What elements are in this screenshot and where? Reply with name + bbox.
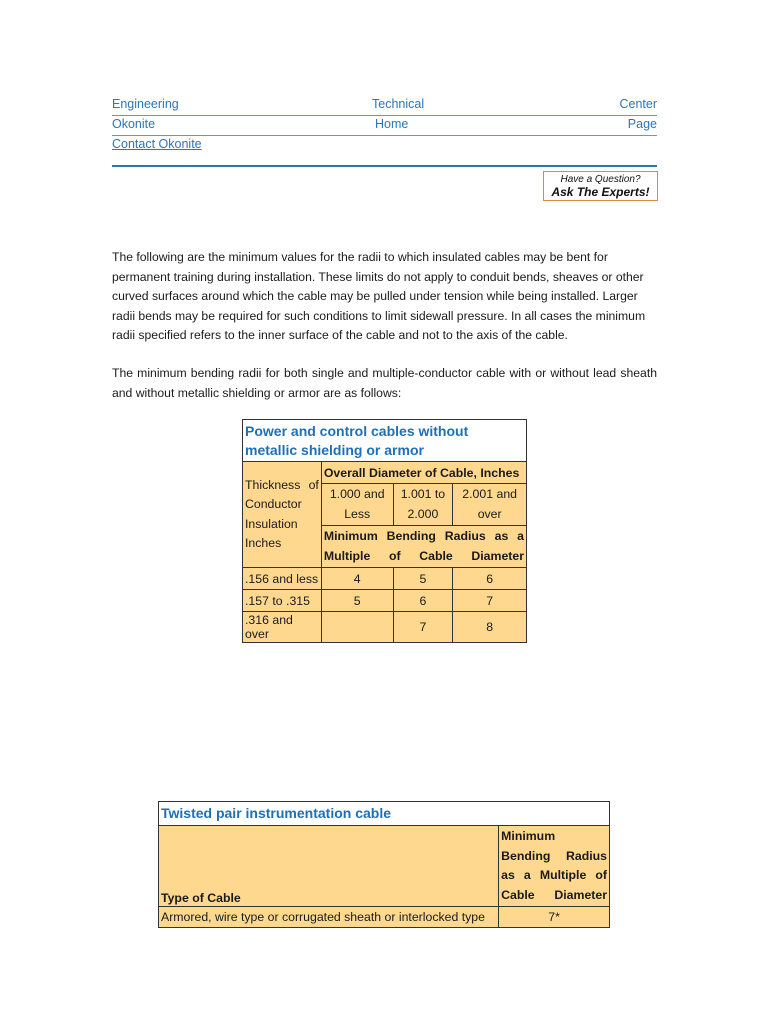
ask-the-experts-button[interactable] (543, 171, 658, 201)
table-row (243, 590, 527, 612)
intro-paragraph-2: The minimum bending radii for both single and multiple-conductor cable with or without lead sheath and without metallic shielding or armor are as follows: (112, 366, 657, 400)
table1-row-label: .157 to .315 (243, 590, 322, 612)
table1-cell: 7 (393, 612, 453, 643)
nav-row-2 (112, 116, 657, 136)
nav-link-contact-okonite[interactable]: Contact Okonite (112, 137, 202, 151)
table-row (243, 568, 527, 590)
table1-row-label: .156 and less (243, 568, 322, 590)
nav-link-engineering[interactable]: Engineering (112, 97, 179, 111)
intro-paragraph-1: The following are the minimum values for the radii to which insulated cables may be bent for permanent training during installation. These limits do not apply to conduit bends, sheaves or other curved surfaces around which the cable may be pulled under tension while being installed. Larger radii bends may be required for such conditions to limit sidewall pressure. In all cases the minimum radii specified refers to the inner surface of the cable and not to the axis of the cable. (112, 250, 646, 343)
table-row (159, 907, 610, 928)
table2-cell-value: 7* (499, 907, 610, 928)
table1-title: Power and control cables without metallic shielding or armor (243, 420, 527, 462)
table1-cell: 8 (453, 612, 527, 643)
table2-col-type: Type of Cable (159, 826, 499, 907)
table1-group-header: Overall Diameter of Cable, Inches (321, 462, 526, 484)
table1-row-header: Thickness of Conductor Insulation Inches (243, 462, 322, 568)
table-power-control-cables (242, 419, 527, 643)
top-navigation (112, 96, 657, 155)
nav-row-3 (112, 136, 657, 155)
table2-title: Twisted pair instrumentation cable (159, 802, 610, 826)
table1-cell (321, 612, 393, 643)
table-row (243, 612, 527, 643)
nav-link-okonite[interactable]: Okonite (112, 117, 156, 131)
table1-cell: 7 (453, 590, 527, 612)
nav-link-center[interactable]: Center (619, 97, 657, 111)
table1-sub-header: Minimum Bending Radius as a Multiple of Cable Diameter (321, 526, 526, 568)
table2-cell-type: Armored, wire type or corrugated sheath or interlocked type (159, 907, 499, 928)
table1-col-header: 1.000 and Less (321, 484, 393, 526)
header-divider (112, 165, 657, 167)
table1-col-header: 1.001 to 2.000 (393, 484, 453, 526)
ask-line-2: Ask The Experts! (551, 185, 650, 199)
nav-row-1 (112, 96, 657, 116)
table1-col-header: 2.001 and over (453, 484, 527, 526)
nav-link-page[interactable]: Page (627, 117, 657, 131)
table-twisted-pair-cable (158, 801, 610, 928)
table1-row-label: .316 and over (243, 612, 322, 643)
table1-cell: 6 (453, 568, 527, 590)
table2-col-radius: Minimum Bending Radius as a Multiple of Cable Diameter (499, 826, 610, 907)
table1-cell: 5 (321, 590, 393, 612)
ask-line-1: Have a Question? (560, 174, 641, 185)
table1-cell: 4 (321, 568, 393, 590)
table1-cell: 5 (393, 568, 453, 590)
nav-link-home[interactable]: Home (375, 117, 409, 131)
nav-link-technical[interactable]: Technical (372, 97, 425, 111)
table1-cell: 6 (393, 590, 453, 612)
